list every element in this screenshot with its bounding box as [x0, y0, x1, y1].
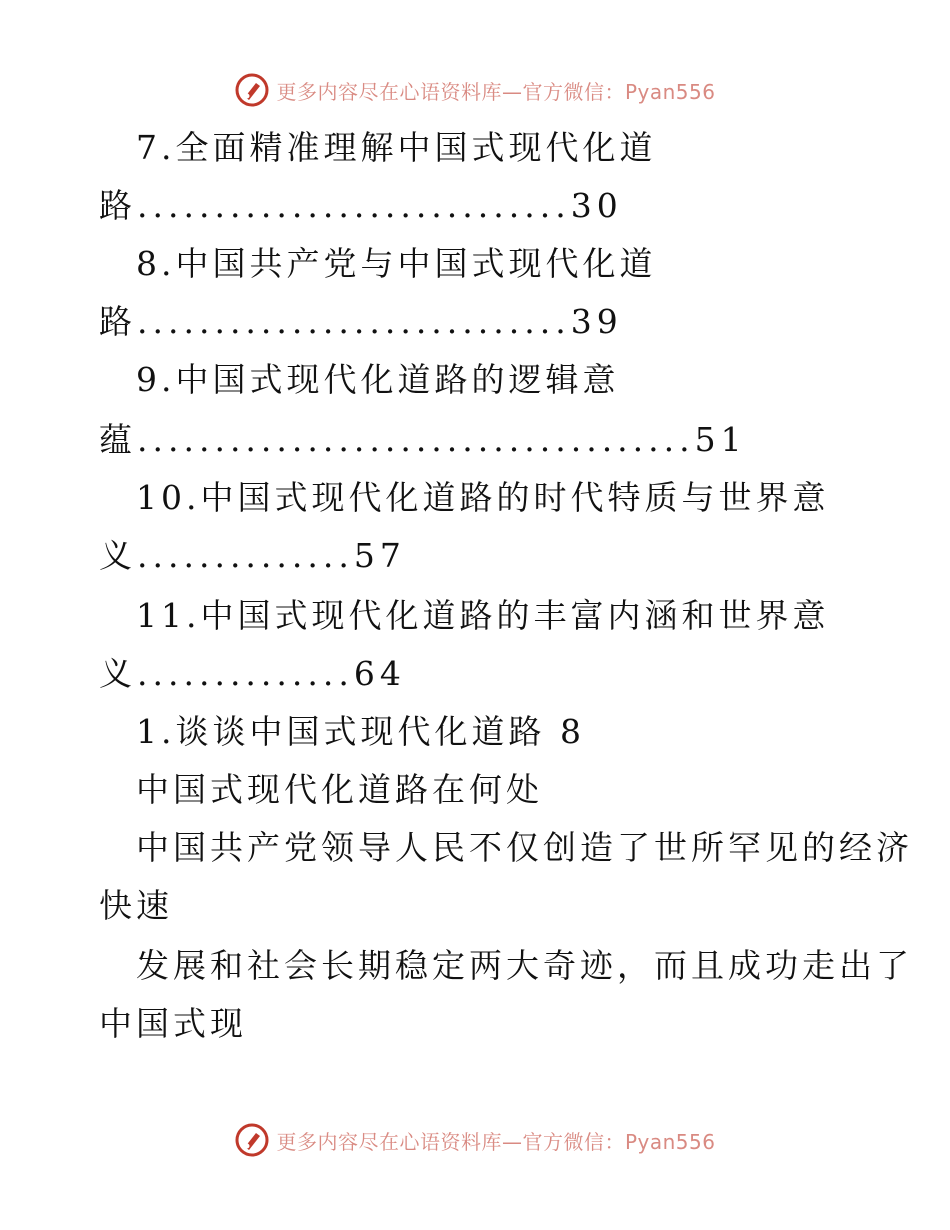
paragraph-line: 中国共产党领导人民不仅创造了世所罕见的经济 [136, 828, 913, 867]
footer-watermark [0, 1120, 950, 1160]
watermark-text: 更多内容尽在心语资料库—官方微信：Pyan556 [276, 79, 716, 104]
toc-entry-7-title: 7.全面精准理解中国式现代化道 [136, 128, 657, 167]
toc-entry-10-page: 义..............57 [99, 536, 406, 575]
paragraph-line: 快速 [99, 886, 173, 925]
toc-entry-9-page: 蕴....................................51 [99, 420, 747, 459]
toc-entry-8-title: 8.中国共产党与中国式现代化道 [136, 244, 657, 283]
pen-circle-logo-icon [234, 1122, 270, 1158]
toc-entry-11-title: 11.中国式现代化道路的丰富内涵和世界意 [136, 596, 830, 635]
toc-entry-9-title: 9.中国式现代化道路的逻辑意 [136, 360, 620, 399]
toc-entry-7-page: 路............................30 [99, 186, 623, 225]
watermark-text: 更多内容尽在心语资料库—官方微信：Pyan556 [276, 1129, 716, 1154]
paragraph-line: 发展和社会长期稳定两大奇迹，而且成功走出了 [136, 946, 913, 985]
toc-entry-10-title: 10.中国式现代化道路的时代特质与世界意 [136, 478, 830, 517]
section-heading: 1.谈谈中国式现代化道路 8 [136, 712, 585, 751]
toc-entry-8-page: 路............................39 [99, 302, 623, 341]
subheading: 中国式现代化道路在何处 [136, 770, 543, 809]
toc-entry-11-page: 义..............64 [99, 654, 406, 693]
paragraph-line: 中国式现 [99, 1004, 247, 1043]
